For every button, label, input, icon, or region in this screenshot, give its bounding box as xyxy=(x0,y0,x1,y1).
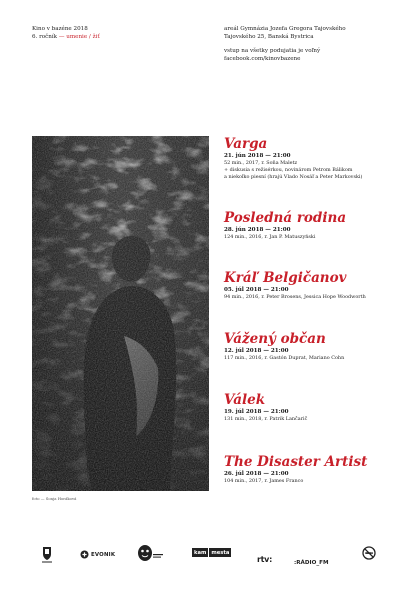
city-coat-of-arms-logo xyxy=(42,546,52,568)
rtvs-logo xyxy=(257,547,272,566)
evonik-logo xyxy=(80,550,115,559)
evonik-wordmark: EVONIK xyxy=(91,551,116,558)
facebook-link[interactable]: facebook.com/kinovbazene xyxy=(224,55,301,62)
film-meta: 52 min., 2017, r. Soňa Maletz xyxy=(224,160,298,167)
sponsor-logos xyxy=(32,540,392,570)
film-item xyxy=(224,210,404,241)
film-title: Vážený občan xyxy=(224,331,326,347)
film-datetime: 12. júl 2018 — 21:00 xyxy=(224,348,289,354)
radio-fm-wordmark: :RÁDIO_FM xyxy=(294,560,329,566)
photo-illustration xyxy=(32,136,209,491)
film-meta: 124 min., 2016, r. Jan P. Matuszyński xyxy=(224,234,316,241)
film-item xyxy=(224,392,404,423)
festival-info xyxy=(32,26,100,41)
film-title: Posledná rodina xyxy=(224,210,347,226)
film-item xyxy=(224,136,404,180)
film-meta: 104 min., 2017, r. James Franco xyxy=(224,478,304,485)
mesta-wordmark: mesta xyxy=(211,549,230,556)
poster-photo xyxy=(32,136,209,491)
film-datetime: 21. jún 2018 — 21:00 xyxy=(224,153,291,159)
film-item xyxy=(224,331,404,362)
rtv-wordmark: rtv: xyxy=(257,555,272,564)
film-title: Kráľ Belgičanov xyxy=(224,270,347,286)
festival-edition xyxy=(32,34,100,42)
film-title: Válek xyxy=(224,392,266,408)
kam-wordmark: kam xyxy=(194,549,207,556)
evonik-mark-icon xyxy=(80,550,89,559)
film-meta: 117 min., 2016, r. Gastón Duprat, Mariano Cohn xyxy=(224,355,345,362)
radio-fm-logo xyxy=(294,549,329,568)
film-item xyxy=(224,454,404,485)
edition-number: 6. ročník xyxy=(32,33,58,40)
film-datetime: 05. júl 2018 — 21:00 xyxy=(224,287,289,293)
film-meta: a niekoľko piesní (hrajú Vlado Nosáľ a Peter Markovski) xyxy=(224,173,363,180)
venue-address: Tajovského 25, Banská Bystrica xyxy=(224,33,314,40)
film-meta: 94 min., 2016, r. Peter Brosens, Jessica Hope Woodworth xyxy=(224,294,366,301)
venue-info xyxy=(224,26,346,63)
entry-note: vstup na všetky podujatia je voľný xyxy=(224,48,321,55)
kam-mesta-logo xyxy=(192,548,231,557)
no-smoking-icon xyxy=(362,545,376,564)
theatre-mask-logo xyxy=(136,544,164,568)
film-title: Varga xyxy=(224,136,268,152)
film-meta: + diskusia s režisérkou, novinárom Petrom Bálikom xyxy=(224,167,353,173)
film-title: The Disaster Artist xyxy=(224,454,368,470)
film-datetime: 26. júl 2018 — 21:00 xyxy=(224,471,289,477)
film-meta: 131 min., 2018, r. Patrik Lančarič xyxy=(224,416,308,423)
venue-name: areál Gymnázia Jozefa Gregora Tajovského xyxy=(224,26,346,32)
edition-theme: — umenie / žiť xyxy=(58,33,100,40)
film-datetime: 19. júl 2018 — 21:00 xyxy=(224,409,289,415)
film-datetime: 28. jún 2018 — 21:00 xyxy=(224,227,291,233)
film-item xyxy=(224,270,404,301)
festival-name: Kino v bazéne 2018 xyxy=(32,26,88,32)
photo-credit: foto — Sonja Horáková xyxy=(32,496,77,501)
